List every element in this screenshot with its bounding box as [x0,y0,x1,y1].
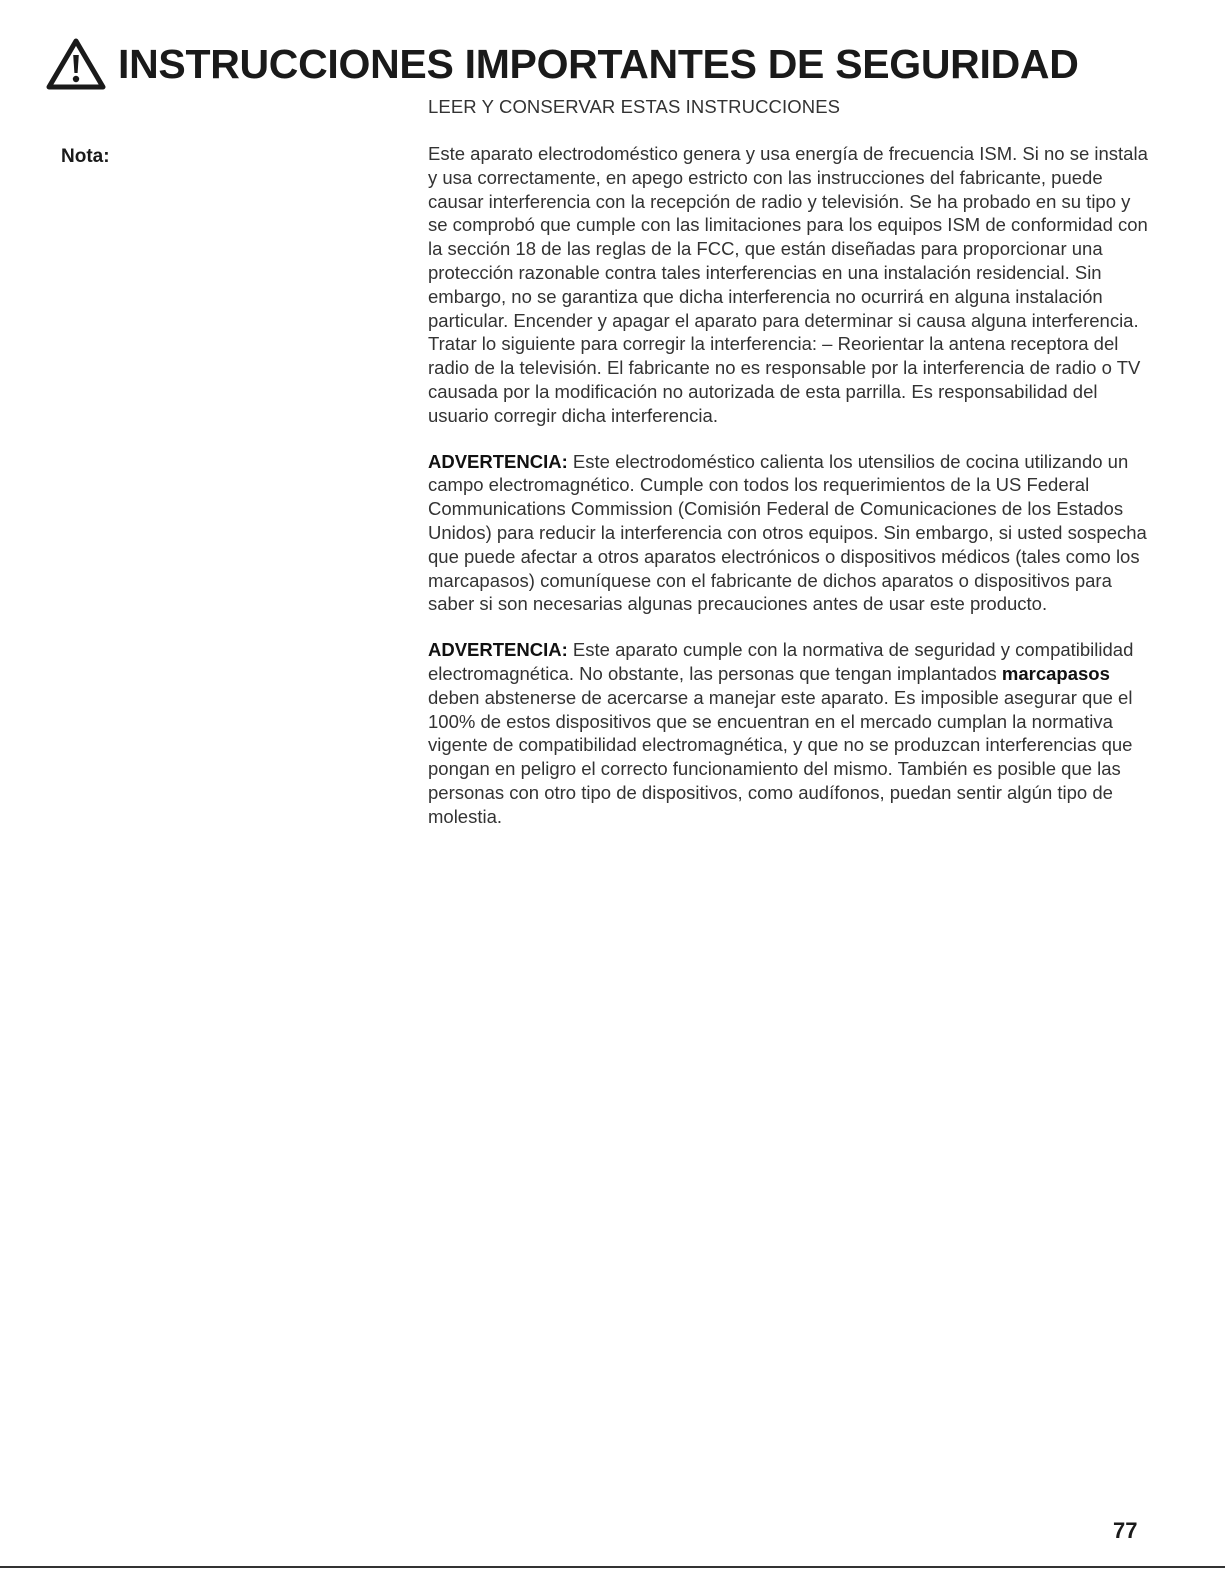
warning-label-1: ADVERTENCIA: [428,450,568,472]
warning-text-2a: Este aparato cumple con la normativa de seguridad y compatibilidad electromagnética. No obstante, las personas que tengan implantados [428,639,1134,684]
warning-text-2b: deben abstenerse de acercarse a manejar este aparato. Es imposible asegurar que el 100% de estos dispositivos que se encuentran en el mercado cumplan la normativa vigente de compatibilidad electromagnética, y que no se produzcan interferencias que pongan en peligro el correcto funcionamiento del mismo. También es posible que las personas con otro tipo de dispositivos, como audífonos, puedan sentir algún tipo de molestia. [428,686,1133,827]
nota-paragraph: Este aparato electrodoméstico genera y usa energía de frecuencia ISM. Si no se instala y usa correctamente, en apego estricto con las instrucciones del fabricante, puede causar interferencia con la recepción de radio y televisión. Se ha probado en su tipo y se comprobó que cumple con las limitaciones para los equipos ISM de conformidad con la sección 18 de las reglas de la FCC, que están diseñadas para proporcionar una protección razonable contra tales interferencias en una instalación residencial. Sin embargo, no se garantiza que dicha interferencia no ocurrirá en alguna instalación particular. Encender y apagar el aparato para determinar si causa alguna interferencia. Tratar lo siguiente para corregir la interferencia: – Reorientar la antena receptora del radio de la televisión. El fabricante no es responsable por la interferencia de radio o TV causada por la modificación no autorizada de esta parrilla. Es responsabilidad del usuario corregir dicha interferencia. [428,143,1148,426]
warning-label-2: ADVERTENCIA: [428,639,568,661]
warning-triangle-icon [46,38,106,90]
subtitle: LEER Y CONSERVAR ESTAS INSTRUCCIONES [428,96,841,117]
warning-text-1: Este electrodoméstico calienta los utensilios de cocina utilizando un campo electromagnético. Cumple con todos los requerimientos de la US Federal Communications Commission (Comisión Federal de Comunicaciones de los Estados Unidos) para reducir la interferencia con otros equipos. Sin embargo, si usted sospecha que puede afectar a otros aparatos electrónicos o dispositivos médicos (tales como los marcapasos) comuníquese con el fabricante de dichos aparatos o dispositivos para saber si son necesarias algunas precauciones antes de usar este producto. [428,450,1147,615]
nota-label: Nota: [61,146,110,167]
warning-paragraph-1 [428,450,1153,617]
page-header [46,38,1079,90]
body-column [428,142,1153,851]
page-title: INSTRUCCIONES IMPORTANTES DE SEGURIDAD [118,40,1079,87]
bottom-rule [0,1566,1225,1568]
pacemaker-emphasis: marcapasos [1001,662,1110,684]
warning-paragraph-2 [428,638,1153,828]
page-number: 77 [1113,1518,1138,1543]
